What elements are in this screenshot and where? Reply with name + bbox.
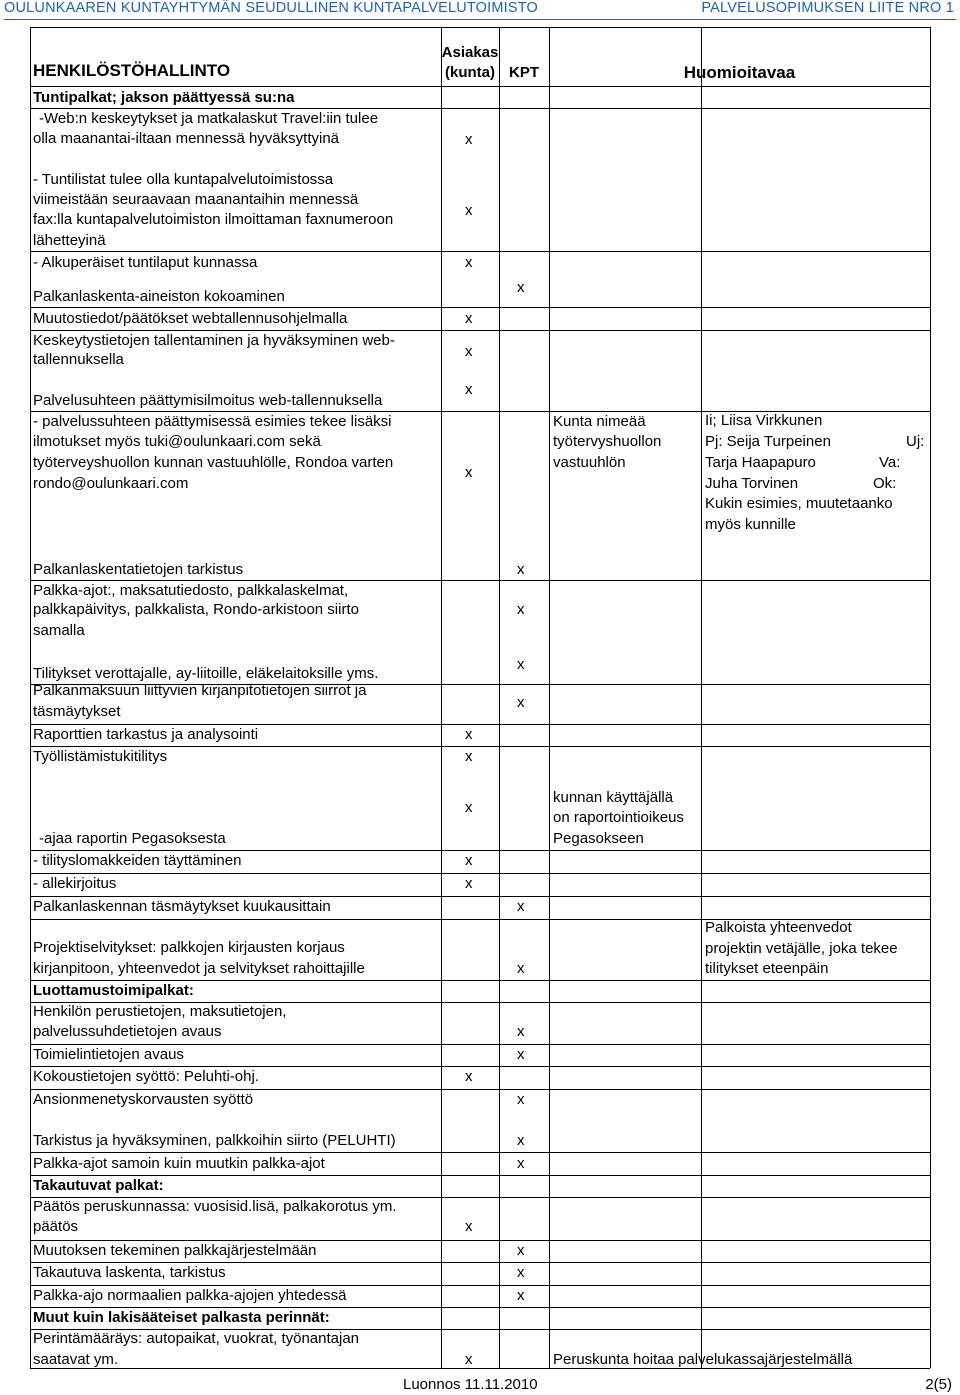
asiakas-mark: x (465, 1068, 473, 1085)
kpt-mark: x (517, 1132, 525, 1149)
row-label: - Alkuperäiset tuntilaput kunnassa (33, 254, 258, 271)
organization-name: OULUNKAAREN KUNTAYHTYMÄN SEUDULLINEN KUNTAPALVELUTOIMISTO (4, 0, 539, 16)
row-label: täsmäytykset (33, 703, 121, 720)
column-header-asiakas: Asiakas (441, 44, 499, 61)
row-label: Palkka-ajot:, maksatutiedosto, palkkalaskelmat, (33, 582, 349, 599)
header-rule (4, 19, 956, 20)
kpt-mark: x (517, 601, 525, 618)
row-label: Palkka-ajo normaalien palkka-ajojen yhtedessä (33, 1287, 347, 1304)
row-label: Muutoksen tekeminen palkkajärjestelmään (33, 1242, 317, 1259)
huom-note: tilitykset eteenpäin (705, 960, 829, 977)
kpt-mark: x (517, 1046, 525, 1063)
row-label: Tilitykset verottajalle, ay-liitoille, eläkelaitoksille yms. (33, 665, 379, 682)
section-title: HENKILÖSTÖHALLINTO (33, 61, 231, 80)
asiakas-mark: x (465, 726, 473, 743)
col-divider-huom2 (701, 27, 702, 1368)
table-border-right (930, 27, 931, 1368)
row-label: Työllistämistukitilitys (33, 748, 168, 765)
kpt-mark: x (517, 898, 525, 915)
asiakas-mark: x (465, 381, 473, 398)
asiakas-mark: x (465, 852, 473, 869)
row-label: - palvelussuhteen päättymisessä esimies tekee lisäksi (33, 413, 392, 430)
row-label: -ajaa raportin Pegasoksesta (39, 830, 226, 847)
row-label: Takautuvat palkat: (33, 1177, 164, 1194)
row-rule (30, 1175, 930, 1176)
kpt-note: vastuuhlön (553, 454, 626, 471)
row-rule (30, 1152, 930, 1153)
row-label: viimeistään seuraavaan maanantaihin mennessä (33, 191, 359, 208)
asiakas-mark: x (465, 1218, 473, 1235)
row-label: lähetteyinä (33, 232, 106, 249)
kpt-mark: x (517, 694, 525, 711)
asiakas-mark: x (465, 254, 473, 271)
asiakas-mark: x (465, 202, 473, 219)
row-label: - Tuntilistat tulee olla kuntapalvelutoimistossa (33, 171, 334, 188)
row-rule (30, 86, 930, 87)
attachment-title: PALVELUSOPIMUKSEN LIITE NRO 1 (701, 0, 954, 16)
row-label: Palkanlaskenta-aineiston kokoaminen (33, 288, 285, 305)
row-label: Projektiselvitykset: palkkojen kirjausten korjaus (33, 939, 345, 956)
asiakas-mark: x (465, 310, 473, 327)
kpt-note: Pegasokseen (553, 830, 644, 847)
kpt-note: Kunta nimeää (553, 413, 646, 430)
row-label: rondo@oulunkaari.com (33, 475, 189, 492)
row-label: Raporttien tarkastus ja analysointi (33, 726, 259, 743)
huom-note: Juha Torvinen (705, 475, 799, 492)
row-label: olla maanantai-iltaan mennessä hyväksyttyinä (33, 130, 339, 147)
row-label: fax:lla kuntapalvelutoimiston ilmoittaman faxnumeroon (33, 211, 394, 228)
row-label: Palkanlaskennan täsmäytykset kuukausittain (33, 898, 331, 915)
kpt-mark: x (517, 1023, 525, 1040)
row-label: Keskeytystietojen tallentaminen ja hyväksyminen web- (33, 332, 395, 349)
col-divider-kpt (499, 27, 500, 1368)
huom-note: Va: (879, 454, 901, 471)
row-label: Ansionmenetyskorvausten syöttö (33, 1091, 254, 1108)
row-label: - allekirjoitus (33, 875, 117, 892)
col-divider-huom (549, 27, 550, 1368)
table-border-top (30, 27, 930, 28)
row-label: Luottamustoimipalkat: (33, 982, 194, 999)
row-label: Päätös peruskunnassa: vuosisid.lisä, palkakorotus ym. (33, 1198, 397, 1215)
row-label: Toimielintietojen avaus (33, 1046, 184, 1063)
kpt-mark: x (517, 279, 525, 296)
huom-note: Peruskunta hoitaa palvelukassajärjestelmällä (553, 1351, 853, 1368)
huom-note: myös kunnille (705, 516, 796, 533)
kpt-note: työtervyshuollon (553, 433, 662, 450)
kpt-mark: x (517, 1287, 525, 1304)
row-label: Palvelusuhteen päättymisilmoitus web-tallennuksella (33, 392, 383, 409)
row-label: Takautuva laskenta, tarkistus (33, 1264, 226, 1281)
kpt-note: on raportointioikeus (553, 809, 684, 826)
row-label: Palkanmaksuun liittyvien kirjanpitotietojen siirrot ja (33, 682, 367, 699)
row-label: samalla (33, 622, 85, 639)
asiakas-mark: x (465, 748, 473, 765)
row-label: Perintämääräys: autopaikat, vuokrat, työnantajan (33, 1330, 360, 1347)
huom-note: Pj: Seija Turpeinen (705, 433, 831, 450)
asiakas-mark: x (465, 1351, 473, 1368)
row-label: Tuntipalkat; jakson päättyessä su:na (33, 89, 295, 106)
row-label: Palkanlaskentatietojen tarkistus (33, 561, 244, 578)
col-divider-asiakas (441, 27, 442, 1368)
row-label: päätös (33, 1218, 79, 1235)
kpt-mark: x (517, 1091, 525, 1108)
huom-note: Tarja Haapapuro (705, 454, 816, 471)
row-label: Muutostiedot/päätökset webtallennusohjelmalla (33, 310, 348, 327)
row-label: Palkka-ajot samoin kuin muutkin palkka-ajot (33, 1155, 325, 1172)
row-rule (30, 251, 930, 252)
row-label: palvelussuhdetietojen avaus (33, 1023, 222, 1040)
asiakas-mark: x (465, 131, 473, 148)
kpt-mark: x (517, 656, 525, 673)
huom-note: Ok: (873, 475, 897, 492)
asiakas-mark: x (465, 799, 473, 816)
row-label: työterveyshuollon kunnan vastuuhlölle, Rondoa varten (33, 454, 394, 471)
row-label: Henkilön perustietojen, maksutietojen, (33, 1003, 287, 1020)
huom-note: Ii; Liisa Virkkunen (705, 412, 823, 429)
row-label: ilmotukset myös tuki@oulunkaari.com sekä (33, 433, 321, 450)
huom-note: Uj: (906, 433, 925, 450)
row-label: Muut kuin lakisääteiset palkasta perinnät: (33, 1309, 330, 1326)
table-border-left (30, 27, 31, 1368)
row-label: Tarkistus ja hyväksyminen, palkkoihin siirto (PELUHTI) (33, 1132, 396, 1149)
asiakas-mark: x (465, 464, 473, 481)
column-header-kunta: (kunta) (445, 64, 495, 81)
draft-date: Luonnos 11.11.2010 (403, 1376, 538, 1393)
row-label: palkkapäivitys, palkkalista, Rondo-arkistoon siirto (33, 601, 359, 618)
column-header-huomioitavaa: Huomioitavaa (683, 63, 796, 82)
kpt-note: kunnan käyttäjällä (553, 789, 674, 806)
kpt-mark: x (517, 1242, 525, 1259)
column-header-kpt: KPT (509, 64, 539, 81)
kpt-mark: x (517, 1155, 525, 1172)
row-label: - tilityslomakkeiden täyttäminen (33, 852, 242, 869)
row-label: Kokoustietojen syöttö: Peluhti-ohj. (33, 1068, 259, 1085)
huom-note: Palkoista yhteenvedot (705, 919, 852, 936)
row-label: -Web:n keskeytykset ja matkalaskut Travel:iin tulee (39, 110, 379, 127)
row-label: kirjanpitoon, yhteenvedot ja selvitykset rahoittajille (33, 960, 365, 977)
huom-note: Kukin esimies, muutetaanko (705, 495, 893, 512)
page-number: 2(5) (925, 1376, 952, 1393)
row-label: tallennuksella (33, 351, 124, 368)
kpt-mark: x (517, 1264, 525, 1281)
asiakas-mark: x (465, 875, 473, 892)
kpt-mark: x (517, 561, 525, 578)
huom-note: projektin vetäjälle, joka tekee (705, 940, 898, 957)
kpt-mark: x (517, 960, 525, 977)
asiakas-mark: x (465, 343, 473, 360)
row-label: saatavat ym. (33, 1351, 119, 1368)
row-rule (30, 873, 930, 874)
